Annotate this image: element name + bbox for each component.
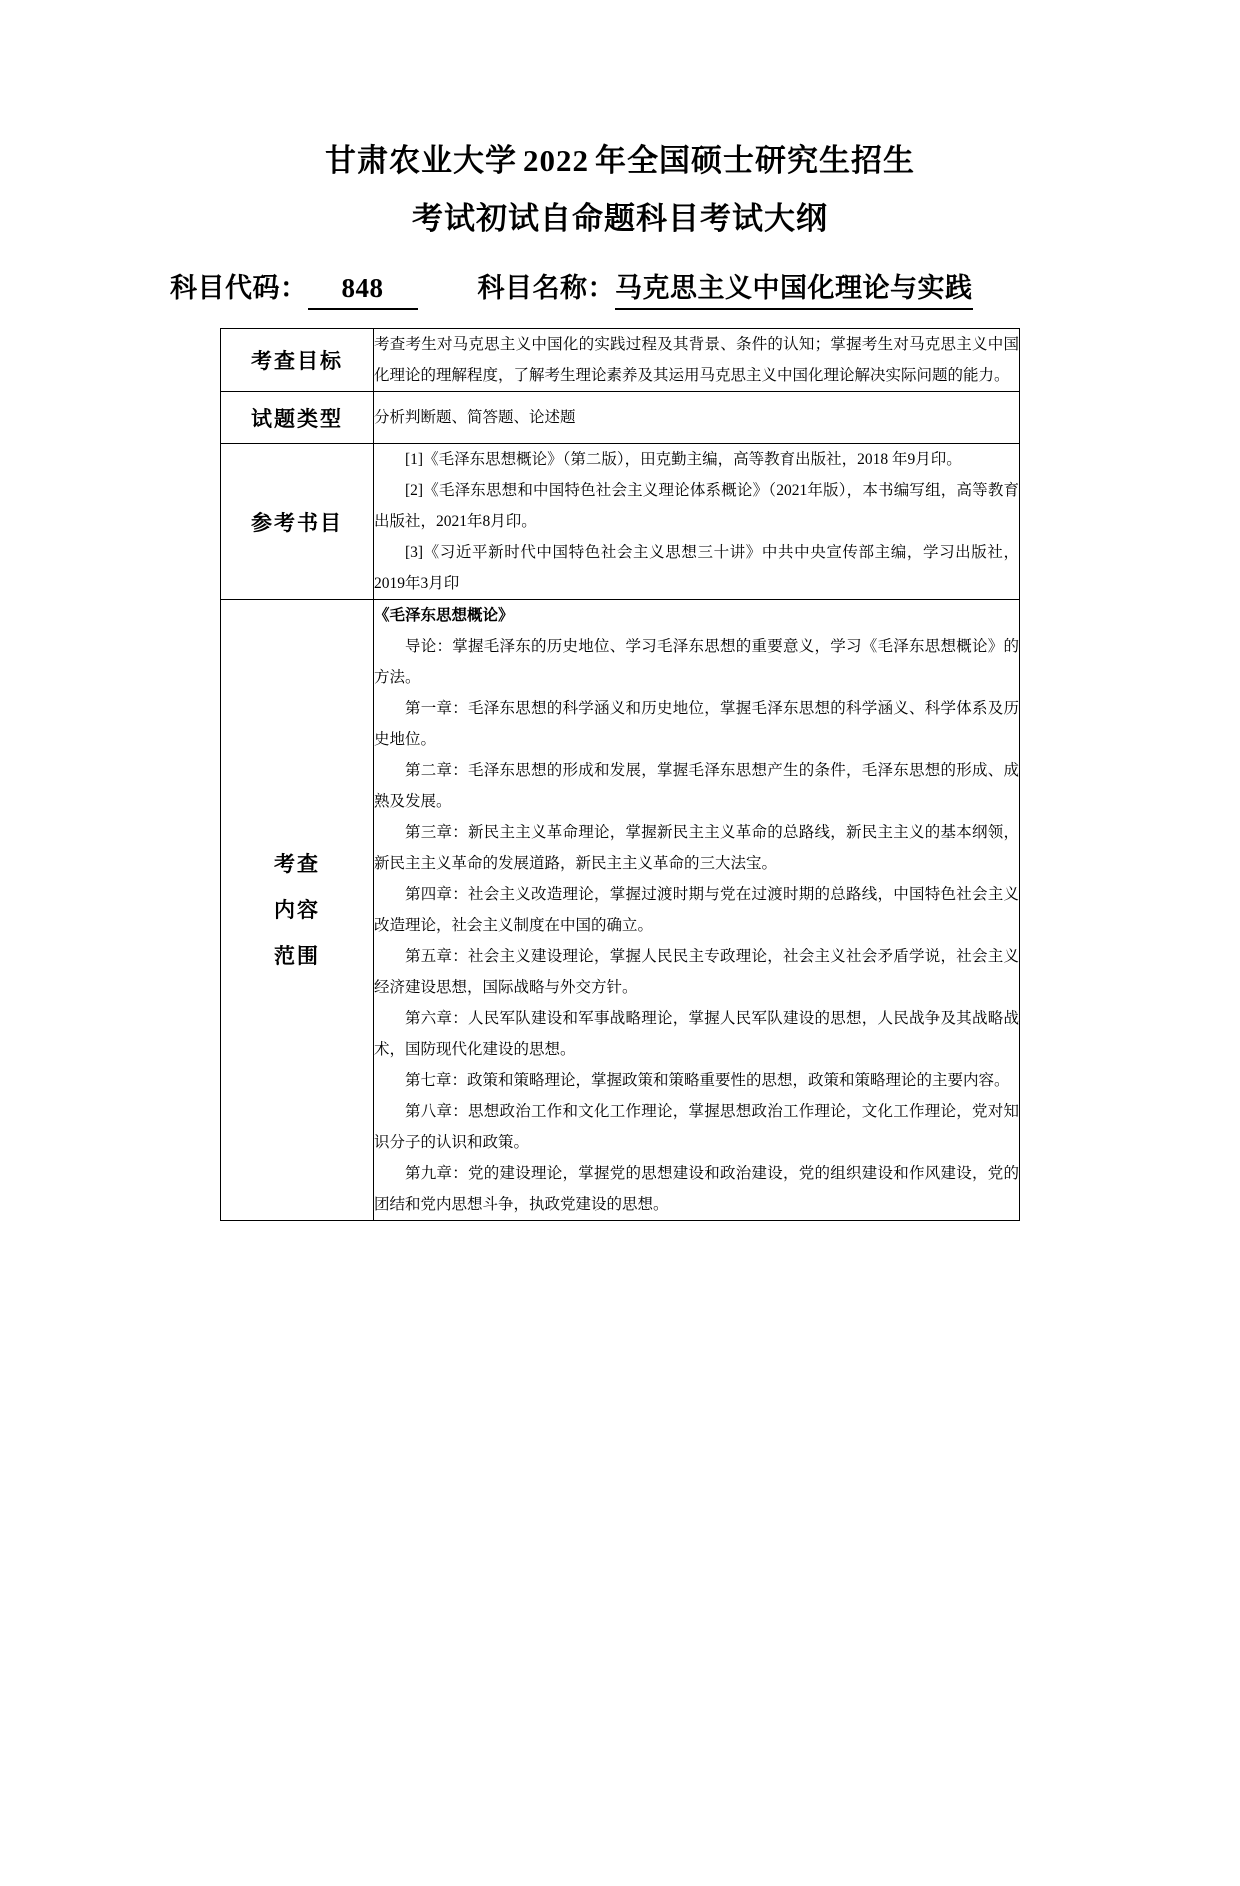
- reference-item: [2]《毛泽东思想和中国特色社会主义理论体系概论》（2021年版），本书编写组，高等教育出版社，2021年8月印。: [374, 482, 1019, 530]
- scope-paragraph-intro: 导论：掌握毛泽东的历史地位、学习毛泽东思想的重要意义，学习《毛泽东思想概论》的方法。: [374, 638, 1019, 686]
- row-label-scope-line-1: 考查: [274, 852, 320, 876]
- table-row-objective: [221, 329, 1020, 392]
- reference-item: [3]《习近平新时代中国特色社会主义思想三十讲》中共中央宣传部主编，学习出版社，2019年3月印: [374, 544, 1019, 592]
- scope-paragraph-chapter-9: 第九章：党的建设理论，掌握党的思想建设和政治建设，党的组织建设和作风建设，党的团结和党内思想斗争，执政党建设的思想。: [374, 1165, 1019, 1213]
- scope-paragraph-chapter-6: 第六章：人民军队建设和军事战略理论，掌握人民军队建设的思想，人民战争及其战略战术，国防现代化建设的思想。: [374, 1010, 1019, 1058]
- reference-item: [1]《毛泽东思想概论》（第二版），田克勤主编，高等教育出版社，2018 年9月印。: [405, 451, 962, 468]
- row-label-scope: [221, 600, 374, 1221]
- subject-code-label: 科目代码：: [170, 273, 308, 303]
- title-line-2: 考试初试自命题科目考试大纲: [412, 201, 828, 236]
- row-content-scope: [374, 600, 1020, 1221]
- row-label-objective: 考查目标: [221, 329, 374, 392]
- scope-paragraph-chapter-5: 第五章：社会主义建设理论，掌握人民民主专政理论，社会主义社会矛盾学说，社会主义经济建设思想，国际战略与外交方针。: [374, 948, 1019, 996]
- scope-paragraph-chapter-4: 第四章：社会主义改造理论，掌握过渡时期与党在过渡时期的总路线，中国特色社会主义改造理论，社会主义制度在中国的确立。: [374, 886, 1019, 934]
- table-row-references: [221, 444, 1020, 600]
- row-label-scope-line-2: 内容: [274, 898, 320, 922]
- exam-outline-table: [220, 328, 1020, 1221]
- table-row-scope: [221, 600, 1020, 1221]
- scope-paragraph-chapter-7: 第七章：政策和策略理论，掌握政策和策略重要性的思想，政策和策略理论的主要内容。: [405, 1072, 1010, 1089]
- subject-code-group: [170, 273, 418, 303]
- subject-code-value: 848: [308, 268, 418, 310]
- row-content-question-types: [374, 392, 1020, 444]
- table-row-question-types: [221, 392, 1020, 444]
- row-content-objective: [374, 329, 1020, 392]
- subject-info-line: [0, 268, 1240, 310]
- question-types-paragraph: 分析判断题、简答题、论述题: [374, 409, 576, 426]
- title-line-1-year: 2022: [523, 143, 589, 178]
- title-line-1: [0, 132, 1240, 190]
- title-line-1-suffix: 年全国硕士研究生招生: [595, 143, 915, 178]
- subject-name-group: [478, 273, 973, 303]
- row-label-scope-line-3: 范围: [274, 944, 320, 968]
- row-content-references: [374, 444, 1020, 600]
- scope-paragraph-chapter-8: 第八章：思想政治工作和文化工作理论，掌握思想政治工作理论，文化工作理论，党对知识分子的认识和政策。: [374, 1103, 1019, 1151]
- row-label-question-types: 试题类型: [221, 392, 374, 444]
- row-label-references: 参考书目: [221, 444, 374, 600]
- subject-name-label: 科目名称：: [477, 273, 615, 303]
- scope-paragraph-chapter-3: 第三章：新民主主义革命理论，掌握新民主主义革命的总路线，新民主主义的基本纲领，新民主主义革命的发展道路，新民主主义革命的三大法宝。: [374, 824, 1019, 872]
- subject-name-value: 马克思主义中国化理论与实践: [615, 268, 973, 310]
- objective-paragraph: 考查考生对马克思主义中国化的实践过程及其背景、条件的认知；掌握考生对马克思主义中国化理论的理解程度，了解考生理论素养及其运用马克思主义中国化理论解决实际问题的能力。: [374, 336, 1019, 384]
- document-page: [0, 132, 1240, 1886]
- title-line-1-prefix: 甘肃农业大学: [325, 143, 517, 178]
- document-title-block: [0, 132, 1240, 248]
- scope-paragraph-chapter-2: 第二章：毛泽东思想的形成和发展，掌握毛泽东思想产生的条件，毛泽东思想的形成、成熟及发展。: [374, 762, 1019, 810]
- scope-paragraph-chapter-1: 第一章：毛泽东思想的科学涵义和历史地位，掌握毛泽东思想的科学涵义、科学体系及历史地位。: [374, 700, 1019, 748]
- scope-book-heading: 《毛泽东思想概论》: [374, 607, 514, 624]
